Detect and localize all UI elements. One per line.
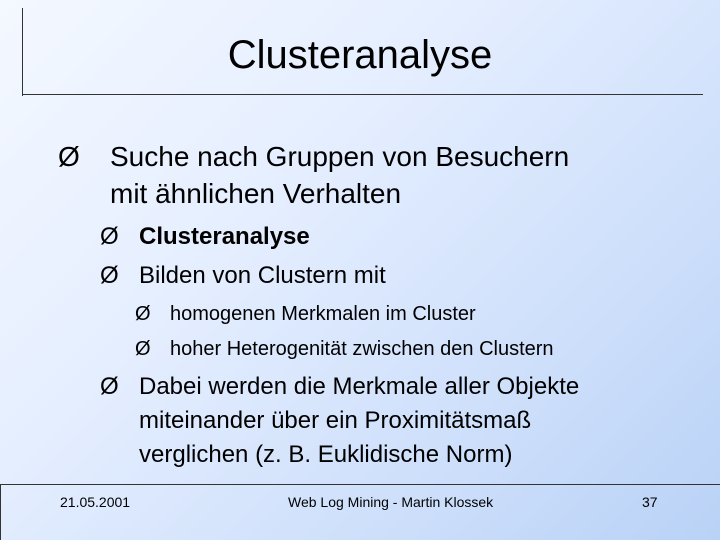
bullet-text-continuation: verglichen (z. B. Euklidische Norm) <box>139 441 513 468</box>
title-horizontal-rule <box>22 94 703 95</box>
footer-date: 21.05.2001 <box>60 494 131 510</box>
bullet-text: homogenen Merkmalen im Cluster <box>170 303 476 325</box>
bullet-text: hoher Heterogenität zwischen den Clustern <box>170 338 554 360</box>
bullet-arrow-icon: Ø <box>58 141 80 172</box>
bullet-arrow-icon: Ø <box>100 373 119 400</box>
footer-rule <box>0 484 720 485</box>
bullet-arrow-icon: Ø <box>100 223 119 250</box>
bullet-text: Dabei werden die Merkmale aller Objekte <box>139 373 580 400</box>
footer-vertical-rule <box>0 484 1 540</box>
bullet-arrow-icon: Ø <box>135 303 151 325</box>
bullet-text: Bilden von Clustern mit <box>139 262 386 289</box>
bullet-text: Suche nach Gruppen von Besuchern <box>110 141 570 172</box>
bullet-arrow-icon: Ø <box>135 338 151 360</box>
bullet-text-continuation: miteinander über ein Proximitätsmaß <box>139 407 532 434</box>
bullet-text: Clusteranalyse <box>139 223 310 250</box>
bullet-arrow-icon: Ø <box>100 262 119 289</box>
footer-title: Web Log Mining - Martin Klossek <box>288 494 494 510</box>
bullet-text-continuation: mit ähnlichen Verhalten <box>110 178 402 209</box>
slide-title: Clusteranalyse <box>227 33 493 77</box>
page-number: 37 <box>642 494 658 510</box>
